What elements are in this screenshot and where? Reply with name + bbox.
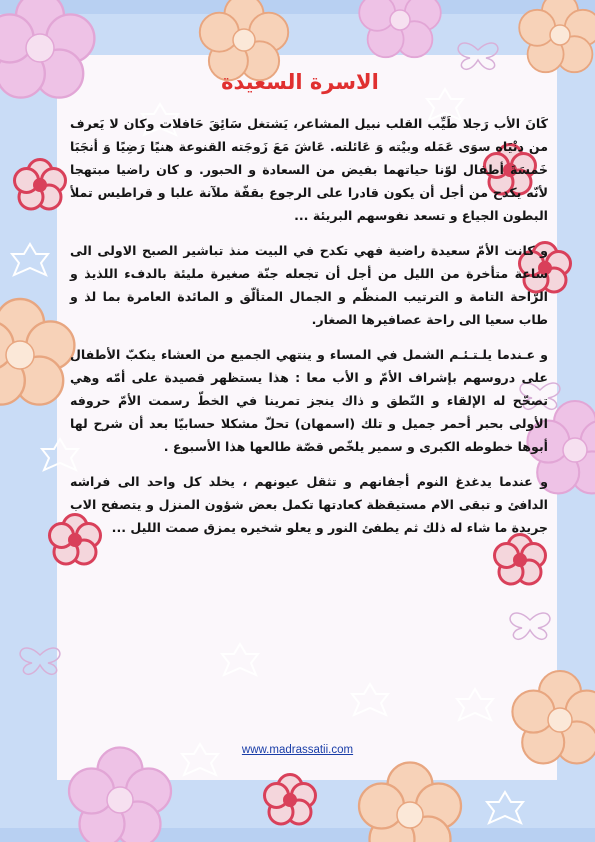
star-icon	[222, 644, 258, 675]
butterfly-icon	[510, 613, 550, 639]
flower-icon	[0, 299, 74, 405]
flower-icon	[15, 160, 66, 210]
paragraph: و عندما يدغدغ النوم أجفانهم و تثقل عيونهم ، يخلد كل واحد الى فراشه الدافئ و تبقى الام مستيقظة كعادتها تكمل بعض شؤون المنزل و يتصفح الاب جريدة ما شاء له ذلك ثم يطفئ النور و يعلو شخيره يمزق صمت الليل ...	[70, 474, 548, 535]
star-icon	[487, 792, 523, 823]
story-text	[70, 112, 548, 551]
star-icon	[457, 689, 493, 720]
website-link[interactable]: www.madrassatii.com	[241, 744, 354, 756]
page-title: الاسرة السعيدة	[221, 70, 379, 94]
flower-icon	[265, 775, 316, 825]
flower-icon	[0, 0, 94, 98]
flower-icon	[359, 763, 461, 842]
paragraph: كَانَ الأب رَجلا طَيِّب القلب نبيل المشاعر، يَشتغل سَائِقَ حَافلات وكان لا يَعرف من دنْيَاه سوَى عَمَله وبيْته وَ عَائلته. عَاشَ مَعَ زَوجَته القنوعة هنيًا رَضِيًا وَ أنجَبَا خَمسَةَ أطفال لوّنا حياتهما بفيض من السعادة و الحبور. و كان راضيا مبتهجا لأنّه يكدح من أجل أن يكون قادرا على الرجوع بقفّة ملآنة علبا و قراطيس تملأ البطون الجياع و تسعد نفوسهم البريئة ...	[70, 116, 548, 223]
star-icon	[352, 684, 388, 715]
flower-icon	[69, 748, 171, 842]
paragraph: و كانت الأمّ سعيدة راضية فهي تكدح في البيت منذ تباشير الصبح الاولى الى ساعة متأخرة من الليل من أجل أن تجعله جنّة صغيرة مليئة بالدفء اللذيذ و الرّاحة التامة و الترتيب المنظّم و الجمال المتألّق و المائدة العامرة بما لذ و طاب سعيا الى راحة عصافيرها الصغار.	[70, 243, 548, 327]
flower-icon	[359, 0, 441, 57]
paragraph: و عـندما يلـتـئـم الشمل في المساء و ينتهي الجميع من العشاء ينكبّ الأطفال على دروسهم بإشراف الأمّ و الأب معا : هذا يستظهر قصيدة على أمّه وهي تصحّح له الإلقاء و النّطق و ذاك ينجز تمرينا في الخطّ رسمت الأمّ حروفه الأولى بحبر أحمر جميل و تلك (اسمهان) تحلّ مشكلا حسابيّا بعد أن شرح لها أبوها خطوطه الكبرى و سمير يلخّص قصّة طالعها هذا الأسبوع .	[70, 347, 548, 454]
flower-icon	[519, 0, 595, 72]
flower-icon	[200, 0, 288, 80]
butterfly-icon	[20, 648, 60, 674]
butterfly-icon	[458, 43, 498, 69]
star-icon	[12, 244, 48, 275]
